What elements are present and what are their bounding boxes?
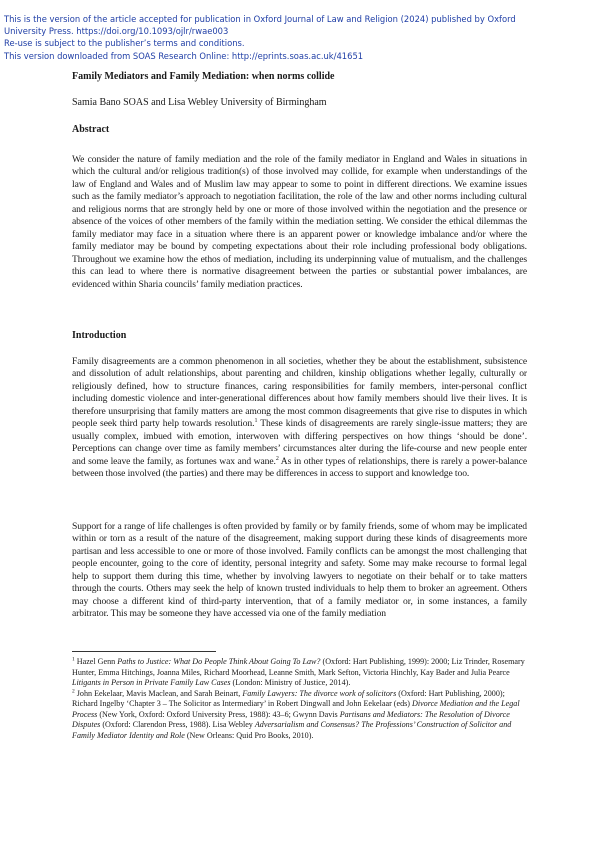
intro-p1-part-c: As in other types of relationships, there is rarely a power-balance between those involved (the parties) and there may be differences in access to support and knowledge too. (72, 455, 528, 480)
footnote-1-text-b: (Oxford: Hart Publishing, 1999): 2000; Liz Trinder, Rosemary Hunter, Emma Hitchings, Joanna Miles, Richard Moorhead, Leanne Smith, Mark Sefton, Victoria Hinchly, Kay Bader and Julia Pearce (72, 657, 525, 677)
footnote-1-title-b: Litigants in Person in Private Family Law Cases (72, 678, 231, 688)
footnote-1-marker: 1 (72, 656, 75, 663)
footnote-1-title-a: Paths to Justice: What Do People Think About Going To Law? (117, 657, 321, 666)
abstract-paragraph: We consider the nature of family mediation and the role of the family mediator in England and Wales in situations in which the cultural and/or religious tradition(s) of those involved may collide, for example when understandings of the law of England and Wales and of Muslim law may appear to some to point in different directions. We examine issues such as the family mediator’s approach to negotiation facilitation, the role of the law and other norms including cultural and religious norms that are strongly held by one or more of those involved within the negotiation and the presence or absence of the voices of other members of the family within the mediation setting. We consider the ethical dilemmas the family mediator may face in a situation where there is an apparent power or knowledge imbalance and/or where the family mediator may be bound by competing expectations about their role including professional body obligations. Throughout we examine how the ethos of mediation, including its underpinning value of mutualism, and the challenges this can lead to where there is normative disagreement between the parties or substantial power imbalances, are evidenced within Sharia councils’ family mediation practices. (72, 154, 527, 290)
footnote-2-text-c: (New York, Oxford: Oxford University Press, 1988): 43–6; Gwynn Davis (97, 709, 340, 719)
banner-line-1: This is the version of the article accepted for publication in Oxford Journal of Law and Religion (2024) published by Oxford (4, 14, 516, 24)
article-title: Family Mediators and Family Mediation: when norms collide (72, 71, 335, 82)
footnote-1 (72, 657, 527, 689)
footnotes (72, 657, 527, 741)
introduction-paragraph-1 (72, 356, 527, 481)
footnote-2-text-a: John Eekelaar, Mavis Maclean, and Sarah Beinart, (74, 688, 243, 698)
footnote-ref-2[interactable]: 2 (275, 455, 279, 462)
footnote-2 (72, 689, 527, 742)
footnote-2-text-e: (New Orleans: Quid Pro Books, 2010). (184, 730, 314, 740)
footnote-2-title-a: Family Lawyers: The divorce work of solicitors (242, 688, 397, 698)
footnote-2-marker: 2 (72, 687, 75, 694)
banner-line-2[interactable]: University Press. https://doi.org/10.1093/ojlr/rwae003 (4, 26, 229, 37)
abstract-heading: Abstract (72, 124, 110, 135)
intro-p1-part-a: Family disagreements are a common phenomenon in all societies, whether they be about the establishment, subsistence and dissolution of adult relationships, about parenting and children, kinship obligations whether legally, culturally or religiously defined, how to structure finances, caring responsibilities for family members, inter-personal conflict including domestic violence and inter-generational differences about how family members should live their lives. It is therefore unsurprising that family matters are among the most common disagreements that give rise to disputes in which people seek third party help towards resolution. (72, 356, 527, 430)
article-authors: Samia Bano SOAS and Lisa Webley University of Birmingham (72, 97, 327, 108)
introduction-paragraph-2: Support for a range of life challenges is often provided by family or by family friends, some of whom may be implicated within or torn as a result of the nature of the disagreement, making support during these kinds of disagreements more partisan and less accessible to one or more of those involved. Family conflicts can be amongst the most challenging that people encounter, going to the core of identity, personal integrity and safety. Some may make recourse to formal legal help to support them during this time, whether by involving lawyers to negotiate on their behalf or to take matters through the courts. Others may seek the help of known trusted individuals to help them to broker an agreement. Others may choose a different kind of third-party intervention, that of a family mediator or, in some instances, a family arbitrator. This may be someone they have accessed via one of the family mediation (72, 521, 527, 620)
banner-line-4[interactable]: This version downloaded from SOAS Research Online: http://eprints.soas.ac.uk/41651 (4, 50, 364, 61)
footnote-ref-1[interactable]: 1 (254, 418, 258, 425)
footnote-2-title-c: Partisans and Mediators: The Resolution of Divorce Disputes (72, 709, 510, 730)
introduction-heading: Introduction (72, 330, 127, 341)
intro-p1-part-b: These kinds of disagreements are rarely single-issue matters; they are usually complex, imbued with emotion, interwoven with differing perspectives on how things ‘should be done’. Perceptions can change over time as family members’ circumstances alter during the life-course and new people enter and some leave the family, as fortunes wax and wane. (72, 418, 528, 467)
banner-line-3: Re-use is subject to the publisher’s terms and conditions. (4, 38, 245, 49)
footnote-1-text-a: Hazel Genn (74, 657, 118, 666)
footnote-2-text-b: (Oxford: Hart Publishing, 2000); Richard Ingelby ‘Chapter 3 – The Solicitor as Intermediary’ in Robert Dingwall and John Eekelaar (eds) (72, 688, 505, 709)
repository-banner (4, 13, 564, 62)
footnote-2-text-d: (Oxford: Clarendon Press, 1988). Lisa Webley (100, 720, 255, 730)
footnote-2-title-d: Adversarialism and Consensus? The Professions’ Construction of Solicitor and Family Mediator Identity and Role (72, 720, 512, 740)
footnote-2-title-b: Divorce Mediation and the Legal Process (72, 699, 520, 719)
footnote-1-text-c: (London: Ministry of Justice, 2014). (230, 678, 351, 688)
footnote-divider (72, 651, 216, 652)
